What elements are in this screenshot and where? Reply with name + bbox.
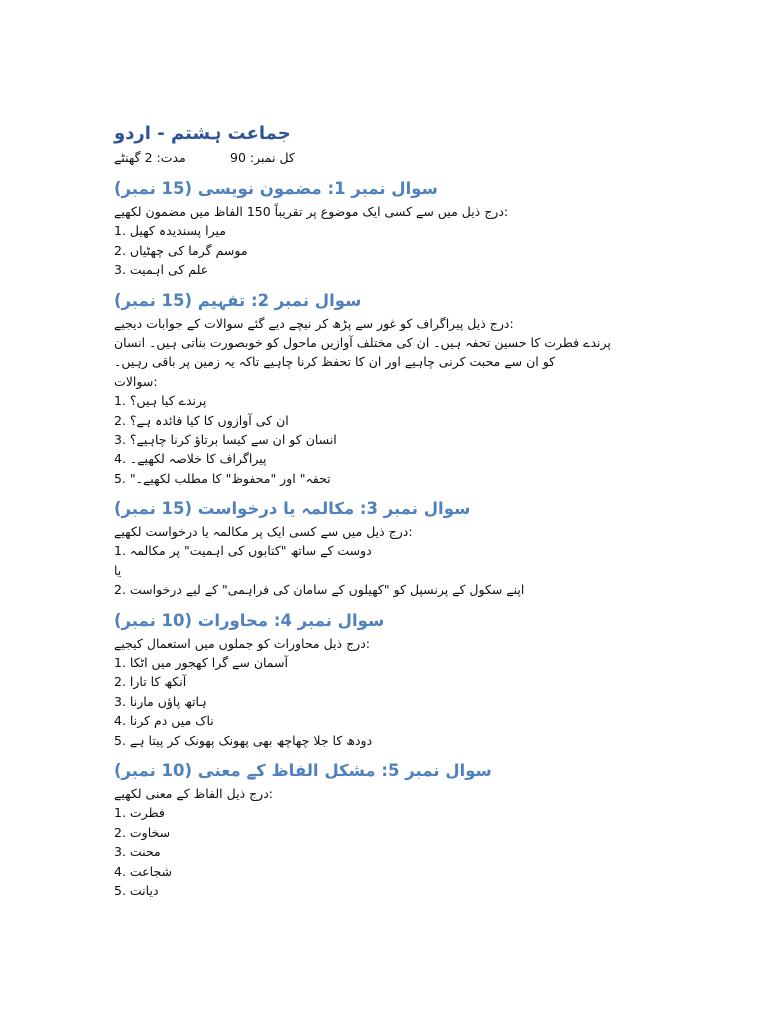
question-3-option: 1. دوست کے ساتھ "کتابوں کی اہمیت" پر مکالمہ xyxy=(114,543,372,559)
idiom-item: 1. آسمان سے گرا کھجور میں اٹکا xyxy=(114,655,288,671)
question-1-option: 2. موسم گرما کی چھٹیاں xyxy=(114,242,248,258)
comprehension-question: 3. انسان کو ان سے کیسا برتاؤ کرنا چاہیے؟ xyxy=(114,431,337,447)
question-3-instruction: درج ذیل میں سے کسی ایک پر مکالمہ یا درخواست لکھیے: xyxy=(114,524,413,540)
comprehension-paragraph-line: کو ان سے محبت کرنی چاہیے اور ان کا تحفظ کرنا چاہیے تاکہ یہ زمین پر باقی رہیں۔ xyxy=(114,354,556,370)
comprehension-question: 2. ان کی آوازوں کا کیا فائدہ ہے؟ xyxy=(114,412,289,428)
question-3-heading: سوال نمبر 3: مکالمہ یا درخواست (15 نمبر) xyxy=(114,499,471,519)
question-3-option: 2. اپنے سکول کے پرنسپل کو "کھیلوں کے سامان کی فراہمی" کے لیے درخواست xyxy=(114,582,525,598)
idiom-item: 4. ناک میں دم کرنا xyxy=(114,713,214,729)
question-4-heading: سوال نمبر 4: محاورات (10 نمبر) xyxy=(114,610,385,630)
vocabulary-item: 2. سخاوت xyxy=(114,824,171,840)
exam-paper xyxy=(114,120,654,900)
question-5-heading: سوال نمبر 5: مشکل الفاظ کے معنی (10 نمبر) xyxy=(114,760,492,780)
idiom-item: 5. دودھ کا جلا چھاچھ بھی پھونک پھونک کر پیتا ہے xyxy=(114,732,373,748)
question-1-instruction: درج ذیل میں سے کسی ایک موضوع پر تقریباً 150 الفاظ میں مضمون لکھیے: xyxy=(114,204,509,219)
duration-text: مدت: 2 گھنٹے xyxy=(114,150,186,165)
total-marks-text: کل نمبر: 90 xyxy=(230,150,295,165)
or-separator: یا xyxy=(114,562,122,578)
question-2-heading: سوال نمبر 2: تفہیم (15 نمبر) xyxy=(114,290,362,310)
question-2-instruction: درج ذیل پیراگراف کو غور سے پڑھ کر نیچے دیے گئے سوالات کے جوابات دیجیے: xyxy=(114,315,514,331)
question-4-instruction: درج ذیل محاورات کو جملوں میں استعمال کیجیے: xyxy=(114,635,370,651)
questions-label: سوالات: xyxy=(114,373,158,389)
vocabulary-item: 3. محنت xyxy=(114,844,161,860)
comprehension-question: 4. پیراگراف کا خلاصہ لکھیے۔ xyxy=(114,451,267,467)
comprehension-question: 5. "تحفہ" اور "محفوظ" کا مطلب لکھیے۔ xyxy=(114,470,331,486)
question-2-section xyxy=(114,288,654,489)
vocabulary-item: 4. شجاعت xyxy=(114,863,172,879)
idiom-item: 3. ہاتھ پاؤں مارنا xyxy=(114,693,207,709)
question-5-section xyxy=(114,758,654,900)
question-3-section xyxy=(114,496,654,600)
comprehension-question: 1. پرندے کیا ہیں؟ xyxy=(114,393,207,409)
vocabulary-item: 1. فطرت xyxy=(114,805,165,821)
question-5-instruction: درج ذیل الفاظ کے معنی لکھیے: xyxy=(114,785,274,801)
question-1-option: 3. علم کی اہمیت xyxy=(114,262,209,278)
vocabulary-item: 5. دیانت xyxy=(114,882,159,898)
page-title: جماعت ہشتم - اردو xyxy=(114,123,291,144)
question-1-section xyxy=(114,176,654,280)
question-1-option: 1. میرا پسندیدہ کھیل xyxy=(114,223,226,239)
question-1-heading: سوال نمبر 1: مضمون نویسی (15 نمبر) xyxy=(114,179,438,198)
exam-meta xyxy=(114,148,654,168)
comprehension-paragraph-line: پرندے فطرت کا حسین تحفہ ہیں۔ ان کی مختلف آوازیں ماحول کو خوبصورت بناتی ہیں۔ انسان xyxy=(114,334,611,350)
question-4-section xyxy=(114,608,654,750)
idiom-item: 2. آنکھ کا تارا xyxy=(114,674,187,690)
